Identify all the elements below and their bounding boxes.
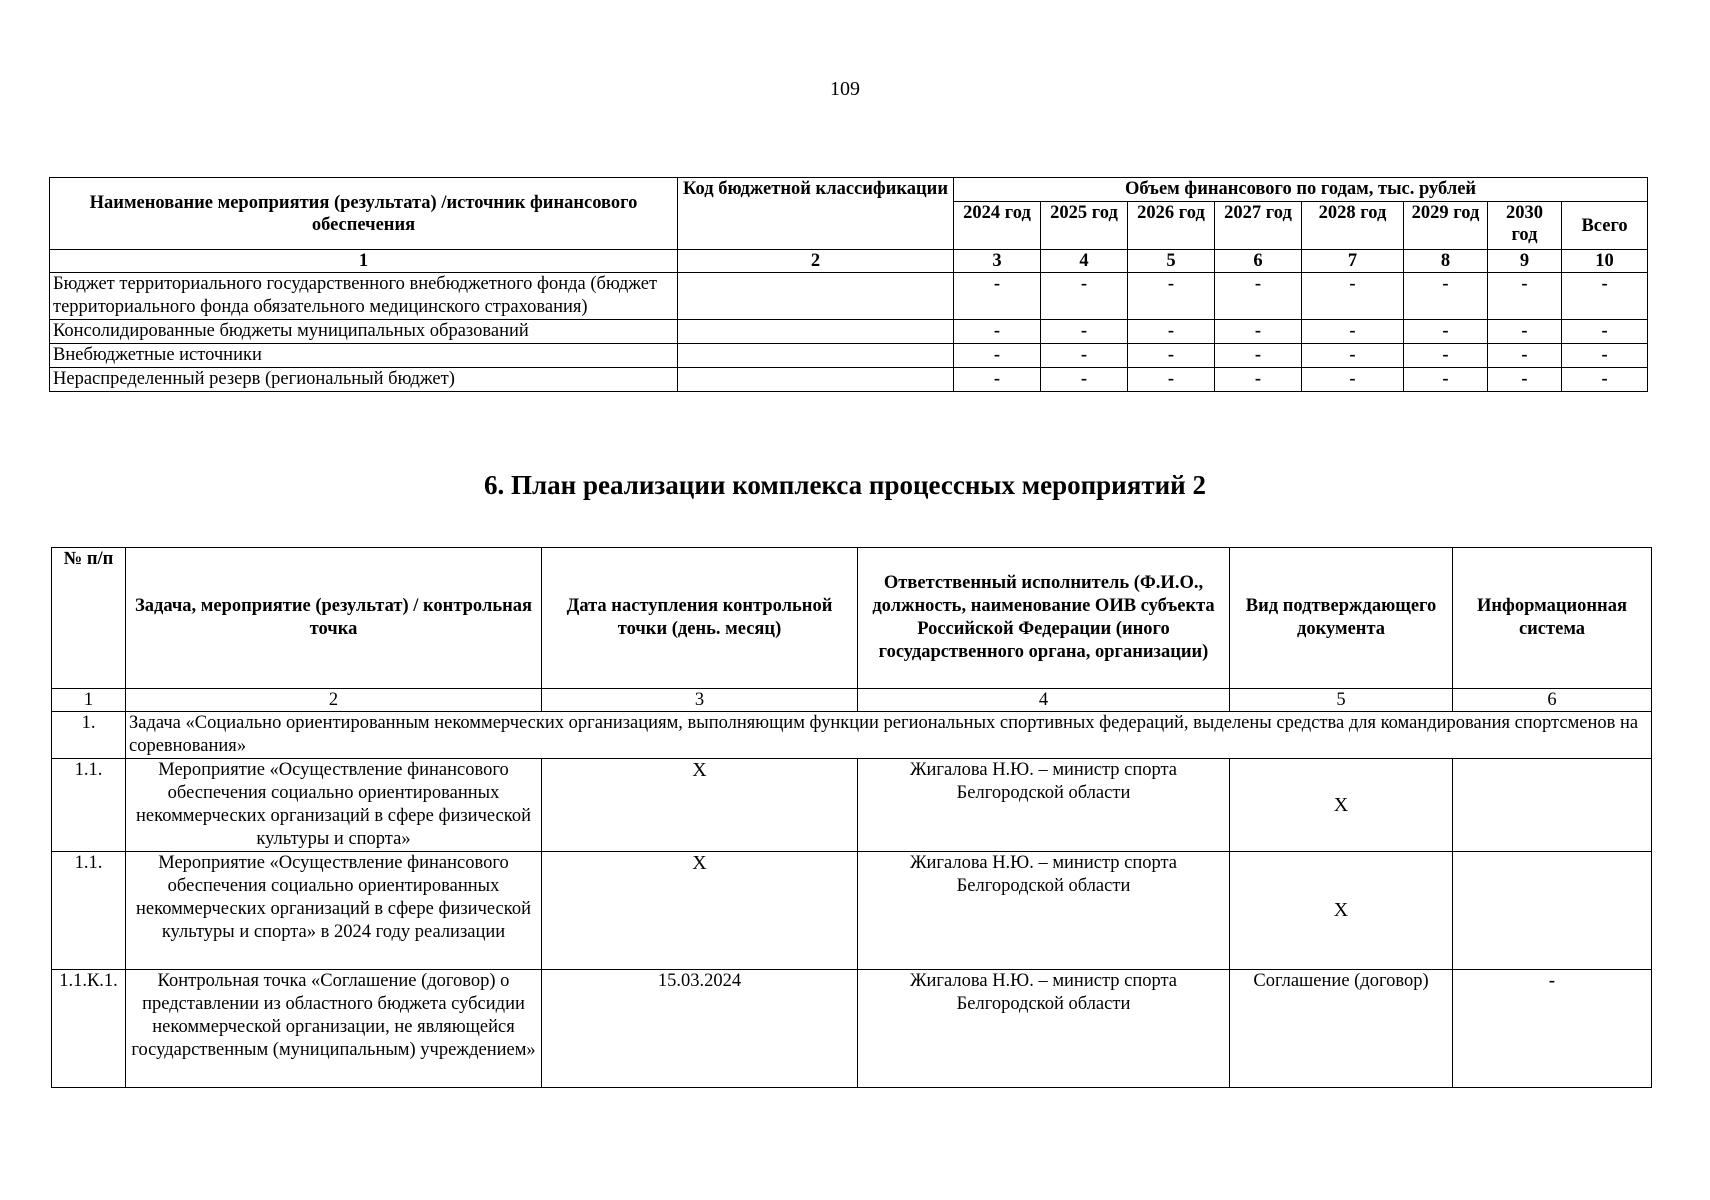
value-cell: - [1302, 273, 1404, 320]
value-cell: - [1562, 344, 1648, 368]
value-cell: - [1128, 273, 1215, 320]
value-cell: - [1404, 368, 1488, 392]
column-number: 5 [1128, 250, 1215, 273]
source-name: Консолидированные бюджеты муниципальных образований [50, 320, 678, 344]
column-number: 6 [1215, 250, 1302, 273]
value-cell: - [1041, 368, 1128, 392]
header-year: 2025 год [1041, 202, 1128, 250]
column-number: 2 [126, 689, 542, 712]
header-system: Информационная система [1453, 548, 1652, 689]
table-row [50, 368, 1648, 392]
table-row [52, 759, 1652, 852]
document-type: Соглашение (договор) [1230, 970, 1453, 1088]
document-type: X [1230, 852, 1453, 970]
source-name: Внебюджетные источники [50, 344, 678, 368]
column-number: 1 [52, 689, 126, 712]
header-year: 2029 год [1404, 202, 1488, 250]
header-year: 2028 год [1302, 202, 1404, 250]
activity-name: Мероприятие «Осуществление финансового обеспечения социально ориентированных некоммерческих организаций в сфере физической культуры и спорта» в 2024 году реализации [126, 852, 542, 970]
task-row [52, 712, 1652, 759]
header-year: 2024 год [954, 202, 1041, 250]
value-cell: - [1215, 320, 1302, 344]
column-number: 3 [954, 250, 1041, 273]
header-volume: Объем финансового по годам, тыс. рублей [954, 178, 1648, 202]
value-cell: - [1215, 344, 1302, 368]
value-cell: - [954, 320, 1041, 344]
row-number: 1. [52, 712, 126, 759]
column-number: 8 [1404, 250, 1488, 273]
document-type: X [1230, 759, 1453, 852]
source-name: Нераспределенный резерв (региональный бюджет) [50, 368, 678, 392]
value-cell: - [1302, 344, 1404, 368]
info-system [1453, 759, 1652, 852]
table-row [52, 852, 1652, 970]
value-cell: - [1404, 344, 1488, 368]
budget-code [678, 273, 954, 320]
value-cell: - [1488, 320, 1562, 344]
value-cell: - [1041, 320, 1128, 344]
header-date: Дата наступления контрольной точки (день. месяц) [542, 548, 858, 689]
row-number: 1.1. [52, 759, 126, 852]
task-text: Задача «Социально ориентированным некоммерческих организациям, выполняющим функции региональных спортивных федераций, выделены средства для командирования спортсменов на соревнования» [126, 712, 1652, 759]
value-cell: - [954, 368, 1041, 392]
value-cell: - [1302, 368, 1404, 392]
budget-code [678, 320, 954, 344]
value-cell: - [1562, 273, 1648, 320]
value-cell: - [954, 344, 1041, 368]
value-cell: - [1041, 273, 1128, 320]
value-cell: - [1404, 320, 1488, 344]
financing-table [49, 177, 1648, 392]
header-name: Наименование мероприятия (результата) /источник финансового обеспечения [50, 178, 678, 250]
header-number: № п/п [52, 548, 126, 689]
table-row [50, 344, 1648, 368]
budget-code [678, 368, 954, 392]
header-total: Всего [1562, 202, 1648, 250]
page-number: 109 [830, 78, 860, 100]
section-title: 6. План реализации комплекса процессных мероприятий 2 [484, 470, 1206, 500]
activity-name: Мероприятие «Осуществление финансового обеспечения социально ориентированных некоммерческих организаций в сфере физической культуры и спорта» [126, 759, 542, 852]
value-cell: - [1215, 368, 1302, 392]
table-row [50, 273, 1648, 320]
column-number: 10 [1562, 250, 1648, 273]
value-cell: - [1562, 320, 1648, 344]
value-cell: - [1488, 273, 1562, 320]
info-system: - [1453, 970, 1652, 1088]
executor: Жигалова Н.Ю. – министр спорта Белгородской области [858, 970, 1230, 1088]
executor: Жигалова Н.Ю. – министр спорта Белгородской области [858, 852, 1230, 970]
column-number: 6 [1453, 689, 1652, 712]
table-row [52, 970, 1652, 1088]
activity-name: Контрольная точка «Соглашение (договор) о представлении из областного бюджета субсидии некоммерческой организации, не являющейся государственным (муниципальным) учреждением» [126, 970, 542, 1088]
value-cell: - [1215, 273, 1302, 320]
value-cell: - [1128, 368, 1215, 392]
column-number: 4 [1041, 250, 1128, 273]
budget-code [678, 344, 954, 368]
row-number: 1.1.К.1. [52, 970, 126, 1088]
column-number: 3 [542, 689, 858, 712]
column-number: 4 [858, 689, 1230, 712]
value-cell: - [1128, 320, 1215, 344]
value-cell: - [1128, 344, 1215, 368]
value-cell: - [1488, 368, 1562, 392]
control-date: X [542, 759, 858, 852]
value-cell: - [1404, 273, 1488, 320]
header-budget-code: Код бюджетной классификации [678, 178, 954, 250]
row-number: 1.1. [52, 852, 126, 970]
value-cell: - [1041, 344, 1128, 368]
header-executor: Ответственный исполнитель (Ф.И.О., должность, наименование ОИВ субъекта Российской Федерации (иного государственного органа, организации) [858, 548, 1230, 689]
executor: Жигалова Н.Ю. – министр спорта Белгородской области [858, 759, 1230, 852]
control-date: 15.03.2024 [542, 970, 858, 1088]
column-number: 2 [678, 250, 954, 273]
header-task: Задача, мероприятие (результат) / контрольная точка [126, 548, 542, 689]
column-number: 5 [1230, 689, 1453, 712]
value-cell: - [1562, 368, 1648, 392]
plan-table [51, 547, 1652, 1088]
info-system [1453, 852, 1652, 970]
column-number: 7 [1302, 250, 1404, 273]
header-year: 2030 год [1488, 202, 1562, 250]
column-number: 1 [50, 250, 678, 273]
value-cell: - [1302, 320, 1404, 344]
column-number: 9 [1488, 250, 1562, 273]
header-document: Вид подтверждающего документа [1230, 548, 1453, 689]
value-cell: - [1488, 344, 1562, 368]
header-year: 2027 год [1215, 202, 1302, 250]
source-name: Бюджет территориального государственного внебюджетного фонда (бюджет территориального фонда обязательного медицинского страхования) [50, 273, 678, 320]
control-date: X [542, 852, 858, 970]
value-cell: - [954, 273, 1041, 320]
header-year: 2026 год [1128, 202, 1215, 250]
table-row [50, 320, 1648, 344]
